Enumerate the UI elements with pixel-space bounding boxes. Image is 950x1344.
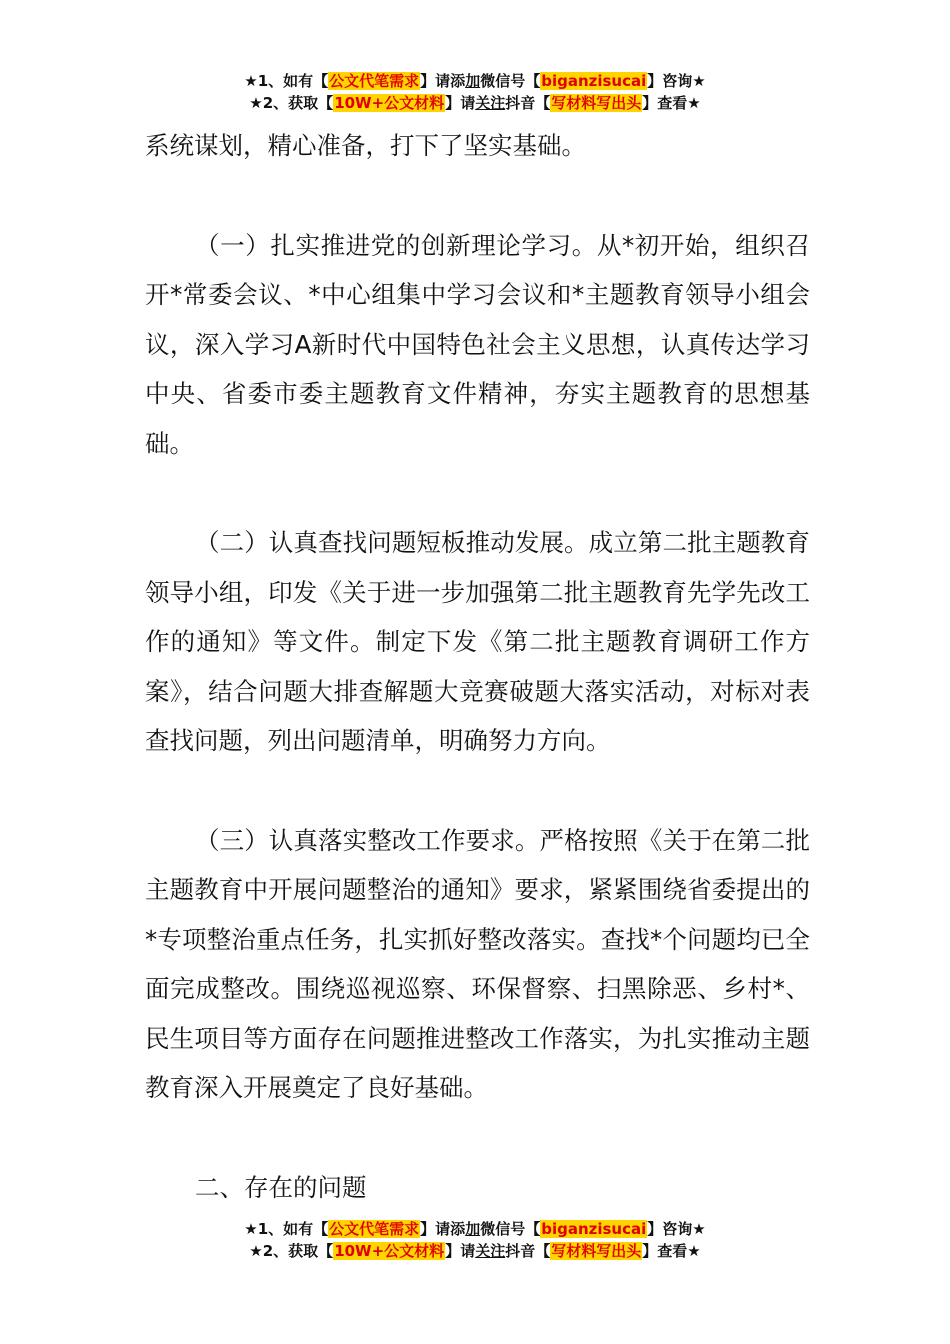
section-heading-2: 二、存在的问题 [195,1172,367,1202]
highlight-text: 10W+公文材料 [334,1242,445,1260]
douyin-account: 写材料写出头 [551,1242,642,1260]
paragraph-continuation: 系统谋划，精心准备，打下了坚实基础。 [145,131,586,160]
paragraph-section-1: （一）扎实推进党的创新理论学习。从*初开始，组织召开*常委会议、*中心组集中学习会议和*主题教育领导小组会议，深入学习A新时代中国特色社会主义思想，认真传达学习中央、省委市委主题教育文件精神，夯实主题教育的思想基础。 [145,230,810,458]
douyin-account: 写材料写出头 [551,94,642,112]
header-banner [0,70,950,114]
highlight-text: 10W+公文材料 [334,94,445,112]
banner-line-2: ★2、获取【10W+公文材料】请关注抖音【写材料写出头】查看★ [249,94,701,112]
footer-banner [0,1218,950,1262]
paragraph-section-2: （二）认真查找问题短板推动发展。成立第二批主题教育领导小组，印发《关于进一步加强第二批主题教育先学先改工作的通知》等文件。制定下发《第二批主题教育调研工作方案》，结合问题大排查解题大竞赛破题大落实活动，对标对表查找问题，列出问题清单，明确努力方向。 [145,528,810,755]
highlight-text: 公文代笔需求 [329,1220,420,1238]
highlight-text: 公文代笔需求 [329,72,420,90]
wechat-id: biganzisucai [541,1220,647,1238]
banner-line-1: ★1、如有【公文代笔需求】请添加微信号【biganzisucai】咨询★ [244,72,706,90]
wechat-id: biganzisucai [541,72,647,90]
banner-line-1: ★1、如有【公文代笔需求】请添加微信号【biganzisucai】咨询★ [244,1220,706,1238]
document-body [145,121,810,1212]
paragraph-section-3: （三）认真落实整改工作要求。严格按照《关于在第二批主题教育中开展问题整治的通知》要求，紧紧围绕省委提出的*专项整治重点任务，扎实抓好整改落实。查找*个问题均已全面完成整改。围绕巡视巡察、环保督察、扫黑除恶、乡村*、民生项目等方面存在问题推进整改工作落实，为扎实推动主题教育深入开展奠定了良好基础。 [145,825,810,1102]
banner-line-2: ★2、获取【10W+公文材料】请关注抖音【写材料写出头】查看★ [249,1242,701,1260]
